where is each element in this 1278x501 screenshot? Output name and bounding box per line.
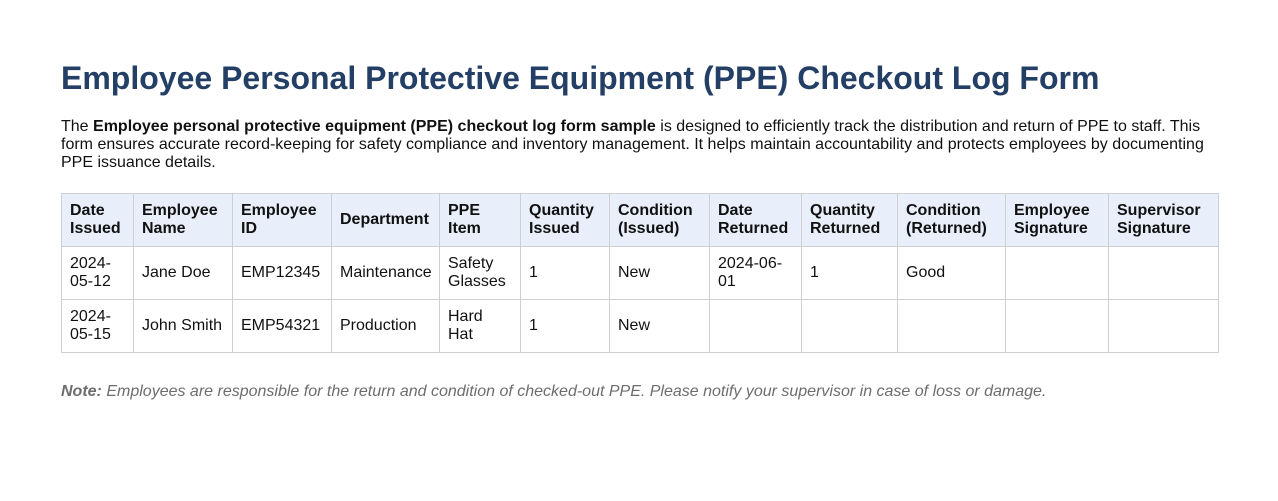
header-quantity-issued: Quantity Issued	[521, 194, 610, 247]
table-header-row	[62, 194, 1219, 247]
cell-employee-id: EMP54321	[233, 300, 332, 353]
ppe-checkout-table	[61, 193, 1219, 353]
header-condition-returned: Condition (Returned)	[898, 194, 1006, 247]
header-date-issued: Date Issued	[62, 194, 134, 247]
cell-quantity-issued: 1	[521, 247, 610, 300]
cell-quantity-returned	[802, 300, 898, 353]
cell-date-returned: 2024-06-01	[710, 247, 802, 300]
cell-ppe-item: Hard Hat	[440, 300, 521, 353]
header-employee-name: Employee Name	[134, 194, 233, 247]
cell-date-returned	[710, 300, 802, 353]
note-label: Note:	[61, 383, 102, 400]
cell-condition-returned	[898, 300, 1006, 353]
note-text: Employees are responsible for the return and condition of checked-out PPE. Please notify your supervisor in case of loss or damage.	[101, 383, 1047, 400]
cell-quantity-issued: 1	[521, 300, 610, 353]
cell-employee-signature	[1006, 247, 1109, 300]
cell-date-issued: 2024-05-12	[62, 247, 134, 300]
intro-prefix: The	[61, 118, 94, 135]
cell-condition-issued: New	[610, 247, 710, 300]
cell-condition-issued: New	[610, 300, 710, 353]
page-title: Employee Personal Protective Equipment (PPE) Checkout Log Form	[61, 60, 1100, 96]
header-department: Department	[332, 194, 440, 247]
cell-employee-name: John Smith	[134, 300, 233, 353]
cell-ppe-item: Safety Glasses	[440, 247, 521, 300]
intro-bold-text: Employee personal protective equipment (PPE) checkout log form sample	[93, 118, 656, 135]
header-employee-signature: Employee Signature	[1006, 194, 1109, 247]
cell-employee-signature	[1006, 300, 1109, 353]
footer-note	[61, 383, 1218, 401]
header-condition-issued: Condition (Issued)	[610, 194, 710, 247]
table-row	[62, 300, 1219, 353]
cell-supervisor-signature	[1109, 300, 1219, 353]
intro-text: is designed to efficiently track the distribution and return of PPE to staff. This form ensures accurate record-keeping for safety compliance and inventory management. It helps maintain accountability and protects employees by documenting PPE issuance details.	[61, 118, 1204, 171]
header-ppe-item: PPE Item	[440, 194, 521, 247]
header-quantity-returned: Quantity Returned	[802, 194, 898, 247]
ppe-log-form	[61, 58, 1218, 417]
cell-department: Production	[332, 300, 440, 353]
cell-quantity-returned: 1	[802, 247, 898, 300]
intro-paragraph	[61, 118, 1218, 172]
cell-employee-name: Jane Doe	[134, 247, 233, 300]
header-supervisor-signature: Supervisor Signature	[1109, 194, 1219, 247]
header-date-returned: Date Returned	[710, 194, 802, 247]
cell-department: Maintenance	[332, 247, 440, 300]
cell-employee-id: EMP12345	[233, 247, 332, 300]
table-row	[62, 247, 1219, 300]
header-employee-id: Employee ID	[233, 194, 332, 247]
cell-date-issued: 2024-05-15	[62, 300, 134, 353]
cell-condition-returned: Good	[898, 247, 1006, 300]
cell-supervisor-signature	[1109, 247, 1219, 300]
